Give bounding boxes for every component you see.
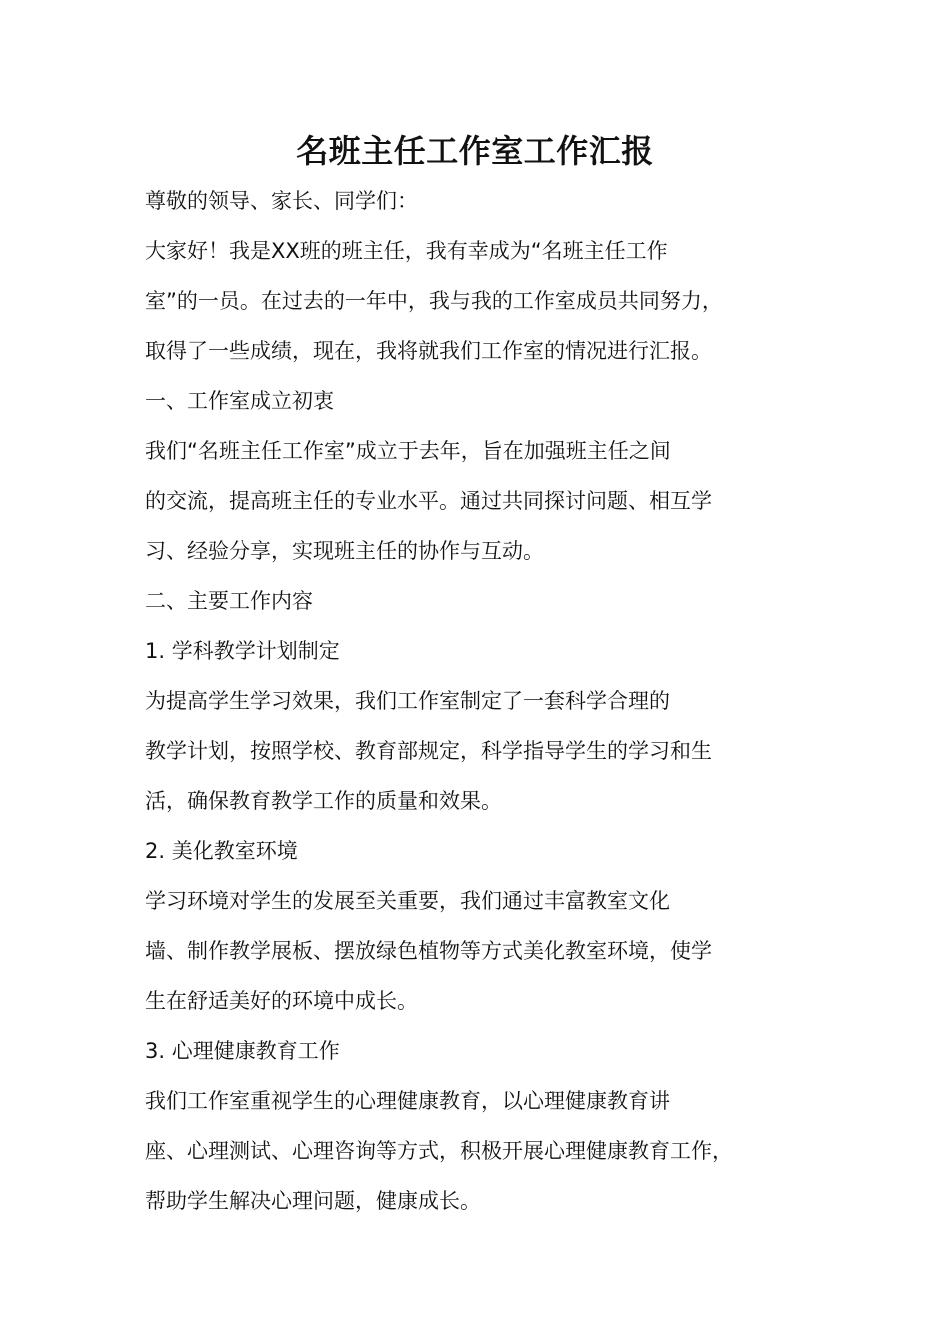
paragraph-line: 我们“名班主任工作室”成立于去年，旨在加强班主任之间 bbox=[145, 439, 671, 463]
paragraph-line: 习、经验分享，实现班主任的协作与互动。 bbox=[145, 539, 544, 563]
paragraph-line: 学习环境对学生的发展至关重要，我们通过丰富教室文化 bbox=[145, 889, 670, 913]
paragraph-line: 活，确保教育教学工作的质量和效果。 bbox=[145, 789, 502, 813]
paragraph-line: 座、心理测试、心理咨询等方式，积极开展心理健康教育工作， bbox=[145, 1139, 733, 1163]
paragraph-line: 的交流，提高班主任的专业水平。通过共同探讨问题、相互学 bbox=[145, 489, 712, 513]
paragraph-line: 大家好！我是XX班的班主任，我有幸成为“名班主任工作 bbox=[145, 239, 668, 263]
paragraph-line: 墙、制作教学展板、摆放绿色植物等方式美化教室环境，使学 bbox=[145, 939, 712, 963]
paragraph-line: 生在舒适美好的环境中成长。 bbox=[145, 989, 418, 1013]
paragraph-line: 为提高学生学习效果，我们工作室制定了一套科学合理的 bbox=[145, 689, 670, 713]
document-title: 名班主任工作室工作汇报 bbox=[296, 132, 654, 170]
document-body bbox=[145, 182, 785, 1232]
subsection-heading: 1. 学科教学计划制定 bbox=[145, 639, 340, 663]
paragraph-line: 室”的一员。在过去的一年中，我与我的工作室成员共同努力， bbox=[145, 289, 723, 313]
salutation: 尊敬的领导、家长、同学们： bbox=[145, 189, 418, 213]
section-heading: 二、主要工作内容 bbox=[145, 589, 313, 613]
paragraph-line: 帮助学生解决心理问题，健康成长。 bbox=[145, 1189, 481, 1213]
paragraph-line: 取得了一些成绩，现在，我将就我们工作室的情况进行汇报。 bbox=[145, 339, 712, 363]
section-heading: 一、工作室成立初衷 bbox=[145, 389, 334, 413]
subsection-heading: 3. 心理健康教育工作 bbox=[145, 1039, 340, 1063]
subsection-heading: 2. 美化教室环境 bbox=[145, 839, 298, 863]
paragraph-line: 教学计划，按照学校、教育部规定，科学指导学生的学习和生 bbox=[145, 739, 712, 763]
paragraph-line: 我们工作室重视学生的心理健康教育，以心理健康教育讲 bbox=[145, 1089, 670, 1113]
